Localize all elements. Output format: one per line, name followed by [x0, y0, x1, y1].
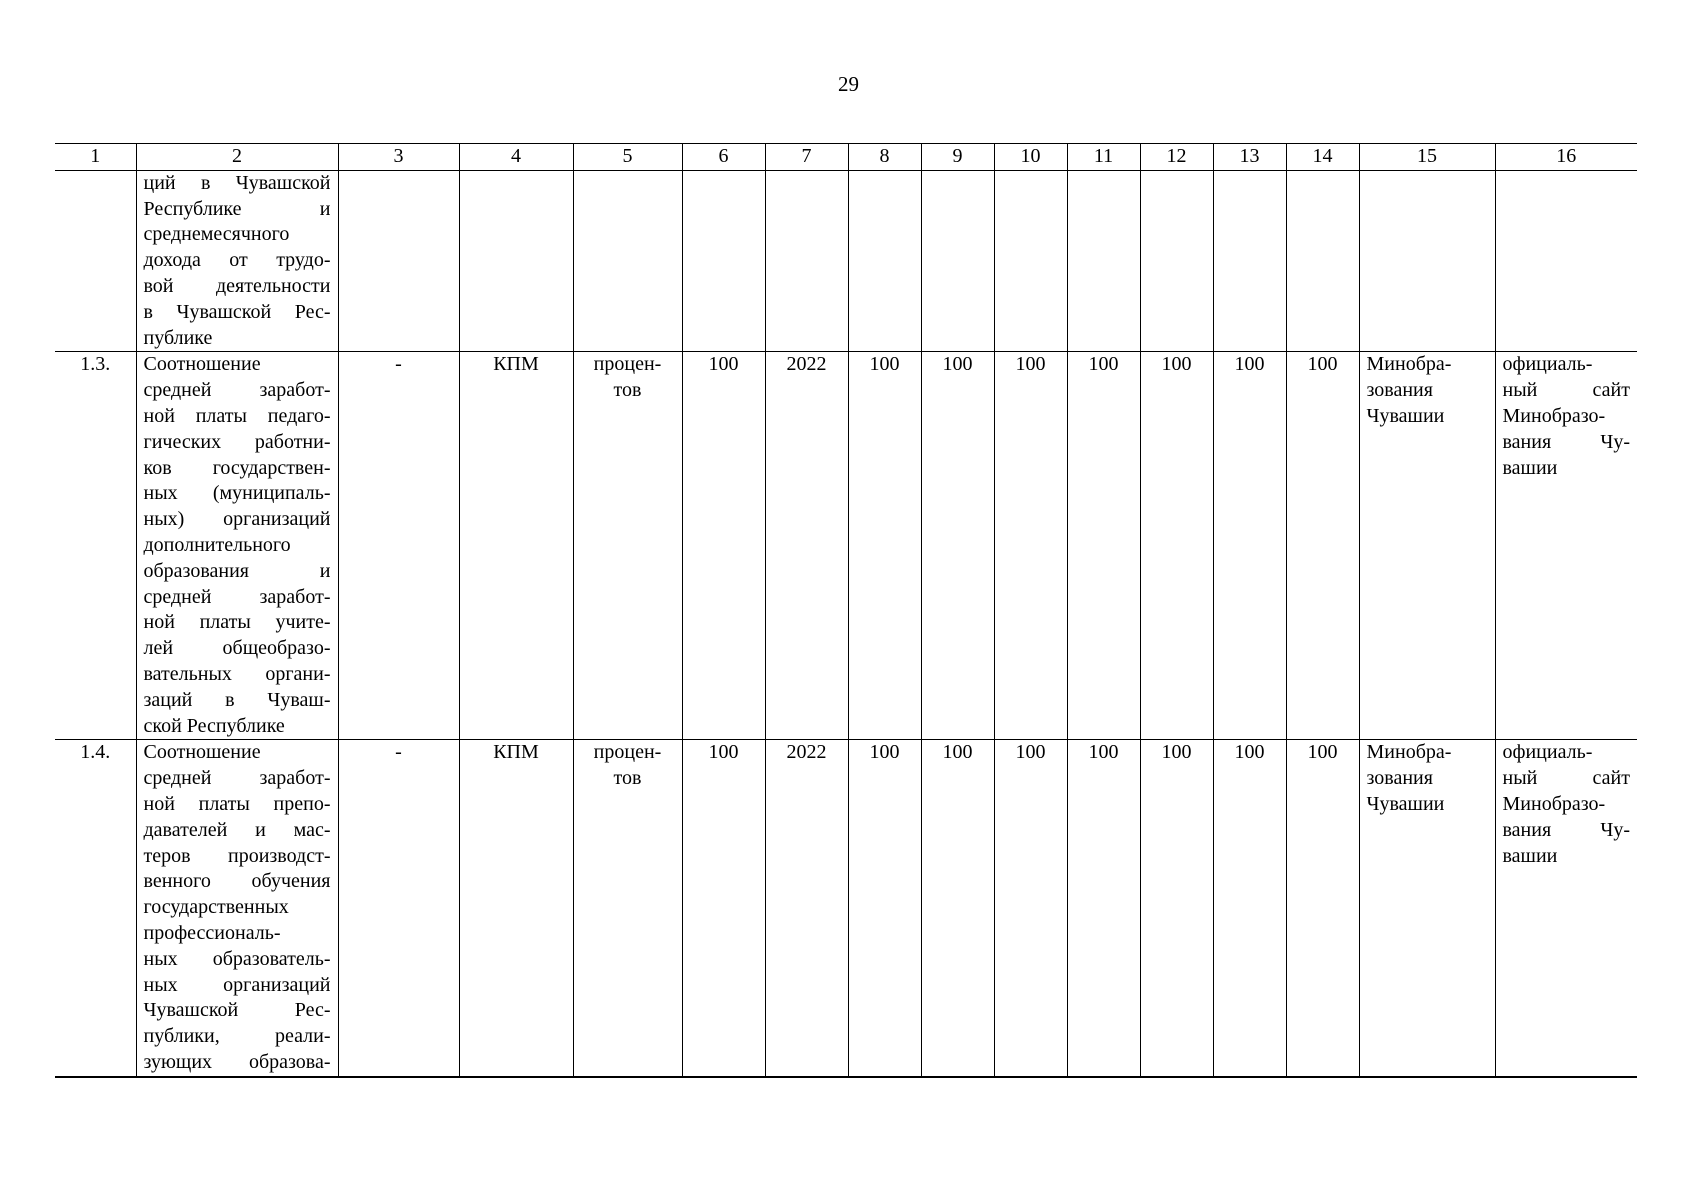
- text-line: процен-: [593, 741, 662, 764]
- text-line: в Чувашской Рес-: [143, 300, 331, 323]
- cell-empty: [765, 170, 848, 352]
- text-line: Чувашской Рес-: [143, 999, 331, 1022]
- text-line: Минобра-: [1366, 741, 1452, 764]
- text-line: официаль-: [1502, 741, 1593, 764]
- cell-col9: 100: [921, 352, 994, 740]
- cell-empty: [848, 170, 921, 352]
- responsible-cell: [1359, 352, 1495, 740]
- text-line: ций в Чувашской: [143, 171, 331, 194]
- unit-cell: [573, 352, 682, 740]
- header-col-9: 9: [921, 144, 994, 171]
- cell-empty: [1213, 170, 1286, 352]
- text-line: вой деятельности: [143, 274, 331, 297]
- header-col-3: 3: [338, 144, 459, 171]
- text-line: ных (муниципаль-: [143, 482, 331, 505]
- header-col-16: 16: [1495, 144, 1637, 171]
- cell-col8: 100: [848, 740, 921, 1077]
- text-line: ной платы педаго-: [143, 404, 331, 427]
- text-line: Чувашии: [1366, 404, 1445, 427]
- indicator-name-cell: [136, 740, 338, 1077]
- cell-col3: -: [338, 352, 459, 740]
- text-line: венного обучения: [143, 870, 331, 893]
- cell-empty: [573, 170, 682, 352]
- text-line: ных образователь-: [143, 947, 331, 970]
- header-col-10: 10: [994, 144, 1067, 171]
- text-line: зования: [1366, 767, 1433, 790]
- text-line: ный сайт: [1502, 379, 1630, 402]
- header-col-11: 11: [1067, 144, 1140, 171]
- cell-empty: [921, 170, 994, 352]
- indicator-name-cell: [136, 352, 338, 740]
- text-line: Минобразо-: [1502, 792, 1606, 815]
- header-col-15: 15: [1359, 144, 1495, 171]
- text-line: дополнительного: [143, 533, 291, 556]
- header-col-14: 14: [1286, 144, 1359, 171]
- text-line: теров производст-: [143, 844, 331, 867]
- text-line: ков государствен-: [143, 456, 331, 479]
- table-row-continuation: [55, 170, 1637, 352]
- cell-col11: 100: [1067, 740, 1140, 1077]
- cell-num: [55, 170, 136, 352]
- cell-col10: 100: [994, 352, 1067, 740]
- header-col-8: 8: [848, 144, 921, 171]
- cell-col4: КПМ: [459, 740, 573, 1077]
- table-row-1-4: [55, 740, 1637, 1077]
- header-col-1: 1: [55, 144, 136, 171]
- cell-empty: [1495, 170, 1637, 352]
- cell-col6: 100: [682, 352, 765, 740]
- cell-col3: -: [338, 740, 459, 1077]
- page-number: 29: [838, 72, 859, 96]
- cell-col11: 100: [1067, 352, 1140, 740]
- cell-col4: КПМ: [459, 352, 573, 740]
- indicator-name-cell: [136, 170, 338, 352]
- text-line: Минобразо-: [1502, 404, 1606, 427]
- text-line: зования: [1366, 379, 1433, 402]
- cell-col12: 100: [1140, 740, 1213, 1077]
- table-row-1-3: [55, 352, 1637, 740]
- table-header-row: [55, 144, 1637, 171]
- header-col-4: 4: [459, 144, 573, 171]
- source-cell: [1495, 352, 1637, 740]
- text-line: вашии: [1502, 456, 1558, 479]
- text-line: тов: [613, 379, 642, 402]
- cell-col14: 100: [1286, 352, 1359, 740]
- cell-col7: 2022: [765, 740, 848, 1077]
- text-line: заций в Чуваш-: [143, 688, 331, 711]
- text-line: ной платы учите-: [143, 611, 331, 634]
- text-line: Республике и: [143, 197, 331, 220]
- header-col-6: 6: [682, 144, 765, 171]
- text-line: лей общеобразо-: [143, 637, 331, 660]
- cell-empty: [1140, 170, 1213, 352]
- cell-col8: 100: [848, 352, 921, 740]
- cell-col10: 100: [994, 740, 1067, 1077]
- cell-empty: [338, 170, 459, 352]
- text-line: публики, реали-: [143, 1025, 331, 1048]
- header-col-7: 7: [765, 144, 848, 171]
- cell-col7: 2022: [765, 352, 848, 740]
- header-col-13: 13: [1213, 144, 1286, 171]
- responsible-cell: [1359, 740, 1495, 1077]
- text-line: ных организаций: [143, 973, 331, 996]
- text-line: вания Чу-: [1502, 818, 1630, 841]
- text-line: Чувашии: [1366, 792, 1445, 815]
- header-col-2: 2: [136, 144, 338, 171]
- row-number: 1.4.: [55, 740, 136, 1077]
- text-line: тов: [613, 767, 642, 790]
- text-line: государственных: [143, 896, 289, 919]
- cell-col13: 100: [1213, 740, 1286, 1077]
- text-line: средней заработ-: [143, 585, 331, 608]
- cell-col13: 100: [1213, 352, 1286, 740]
- cell-empty: [459, 170, 573, 352]
- text-line: процен-: [593, 353, 662, 376]
- text-line: публике: [143, 326, 213, 349]
- cell-empty: [1286, 170, 1359, 352]
- cell-empty: [682, 170, 765, 352]
- cell-empty: [1359, 170, 1495, 352]
- cell-col6: 100: [682, 740, 765, 1077]
- text-line: профессиональ-: [143, 921, 281, 944]
- row-number: 1.3.: [55, 352, 136, 740]
- cell-col12: 100: [1140, 352, 1213, 740]
- text-line: официаль-: [1502, 353, 1593, 376]
- indicators-table: [55, 143, 1637, 1078]
- text-line: давателей и мас-: [143, 818, 331, 841]
- text-line: ных) организаций: [143, 508, 331, 531]
- cell-empty: [994, 170, 1067, 352]
- text-line: образования и: [143, 559, 331, 582]
- text-line: ской Республике: [143, 714, 285, 737]
- header-col-5: 5: [573, 144, 682, 171]
- text-line: дохода от трудо-: [143, 249, 331, 272]
- text-line: Минобра-: [1366, 353, 1452, 376]
- text-line: вания Чу-: [1502, 430, 1630, 453]
- text-line: ной платы препо-: [143, 792, 331, 815]
- unit-cell: [573, 740, 682, 1077]
- text-line: средней заработ-: [143, 767, 331, 790]
- text-line: средней заработ-: [143, 379, 331, 402]
- cell-col14: 100: [1286, 740, 1359, 1077]
- text-line: вашии: [1502, 844, 1558, 867]
- text-line: Соотношение: [143, 741, 261, 764]
- text-line: гических работни-: [143, 430, 331, 453]
- header-col-12: 12: [1140, 144, 1213, 171]
- text-line: вательных органи-: [143, 662, 331, 685]
- text-line: ный сайт: [1502, 767, 1630, 790]
- cell-col9: 100: [921, 740, 994, 1077]
- text-line: зующих образова-: [143, 1050, 331, 1073]
- text-line: среднемесячного: [143, 223, 290, 246]
- text-line: Соотношение: [143, 353, 261, 376]
- source-cell: [1495, 740, 1637, 1077]
- cell-empty: [1067, 170, 1140, 352]
